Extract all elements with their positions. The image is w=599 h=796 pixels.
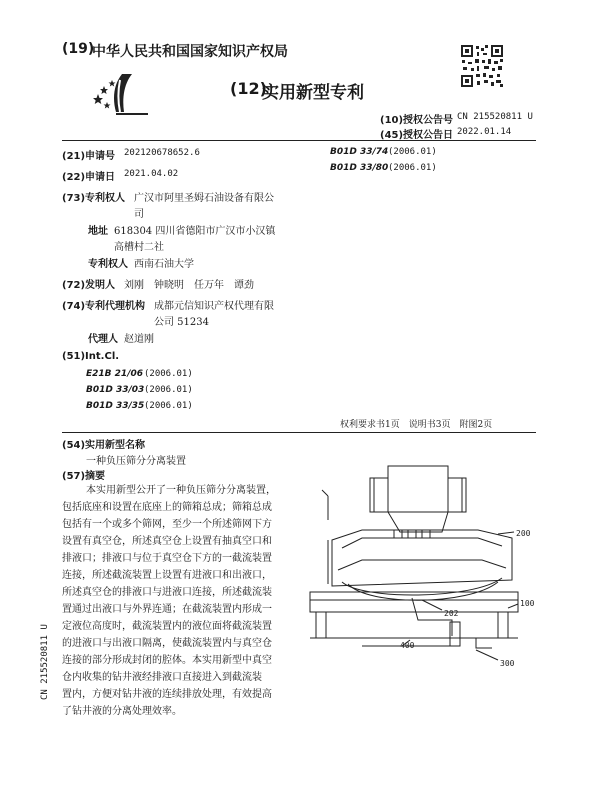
patentee2: 西南石油大学	[134, 259, 194, 270]
intcl-version: (2006.01)	[144, 369, 193, 379]
figure-label: 100	[520, 599, 535, 608]
grant-no: CN 215520811 U	[457, 112, 533, 122]
intcl-code: B01D 33/03	[86, 385, 145, 395]
qr-code	[460, 44, 504, 88]
intcl-version: (2006.01)	[144, 401, 193, 411]
doc-type: 实用新型专利	[262, 83, 364, 103]
figure-label: 400	[400, 641, 415, 650]
abstract-line: 排液口；排液口与位于真空仓下方的一截流装置	[62, 553, 272, 564]
abstract-label: (57)摘要	[62, 471, 106, 482]
cnipa-logo	[92, 72, 150, 118]
app-no: 202120678652.6	[124, 148, 200, 158]
abstract-line: 包括底座和设置在底座上的筛箱总成；筛箱总成	[62, 502, 272, 513]
intcl-code: B01D 33/74	[330, 147, 389, 157]
patentee2-label: 专利权人	[88, 259, 128, 270]
intcl-version: (2006.01)	[388, 147, 437, 157]
inventors-label: (72)发明人	[62, 280, 116, 291]
agent-label: 代理人	[88, 334, 118, 345]
agency-label: (74)专利代理机构	[62, 301, 146, 312]
abstract-line: 的进液口与出液口隔离，使截流装置内与真空仓	[62, 638, 272, 649]
abstract-line: 定液位高度时，截流装置内的液位面将截流装置	[62, 621, 272, 632]
figure-label: 300	[500, 659, 515, 668]
intcl-code: B01D 33/35	[86, 401, 145, 411]
side-publication-number: CN 215520811 U	[40, 624, 50, 700]
office-name: 中华人民共和国国家知识产权局	[92, 44, 288, 60]
abstract-line: 包括有一个或多个筛网，至少一个所述筛网下方	[62, 519, 272, 530]
abstract-line: 连接的部分形成封闭的腔体。本实用新型中真空	[62, 655, 272, 666]
patentee-line2: 司	[134, 209, 144, 220]
abstract-line: 置通过出液口与外界连通；在截流装置内形成一	[62, 604, 272, 615]
abstract-line: 所述真空仓的排液口与进液口连接，所述截流装	[62, 587, 272, 598]
grant-date-label: (45)授权公告日	[380, 130, 454, 141]
abstract-line: 了钻井液的分离处理效率。	[62, 706, 182, 717]
pages-info: 权利要求书1页 说明书3页 附图2页	[340, 420, 493, 430]
biblio-divider	[62, 432, 536, 433]
abstract-line: 本实用新型公开了一种负压筛分分离装置，	[86, 485, 276, 496]
filing-date-label: (22)申请日	[62, 172, 116, 183]
abstract-line: 设置有真空仓，所述真空仓上设置有抽真空口和	[62, 536, 272, 547]
header-divider	[62, 140, 536, 141]
utility-model-title: 一种负压筛分分离装置	[86, 456, 186, 467]
patentee-line1: 广汉市阿里圣姆石油设备有限公	[134, 193, 274, 204]
address-label: 地址	[88, 226, 108, 237]
agent: 赵道刚	[124, 334, 154, 345]
abstract-line: 连接，所述截流装置上设置有进液口和出液口，	[62, 570, 272, 581]
office-code: (19)	[62, 41, 95, 57]
abstract-line: 仓内收集的钻井液经排液口直接进入到截流装	[62, 672, 262, 683]
intcl-version: (2006.01)	[144, 385, 193, 395]
patentee-label: (73)专利权人	[62, 193, 126, 204]
inventors: 刘刚 钟晓明 任万年 谭劲	[124, 280, 254, 291]
abstract-line: 置内，方便对钻井液的连续排放处理，有效提高	[62, 689, 272, 700]
intcl-version: (2006.01)	[388, 163, 437, 173]
intcl-code: B01D 33/80	[330, 163, 389, 173]
address-line1: 618304 四川省德阳市广汉市小汉镇	[114, 226, 276, 237]
intcl-label: (51)Int.Cl.	[62, 351, 120, 362]
doc-type-code: (12)	[230, 79, 267, 98]
address-line2: 高槽村二社	[114, 242, 164, 253]
app-no-label: (21)申请号	[62, 151, 116, 162]
grant-no-label: (10)授权公告号	[380, 115, 454, 126]
figure-label: 200	[516, 529, 531, 538]
intcl-code: E21B 21/06	[86, 369, 144, 379]
grant-date: 2022.01.14	[457, 127, 512, 137]
title-label: (54)实用新型名称	[62, 440, 146, 451]
device-drawing	[302, 460, 538, 672]
figure-label: 202	[444, 609, 459, 618]
agency-line2: 公司 51234	[154, 317, 209, 328]
filing-date: 2021.04.02	[124, 169, 179, 179]
agency-line1: 成都元信知识产权代理有限	[154, 301, 274, 312]
